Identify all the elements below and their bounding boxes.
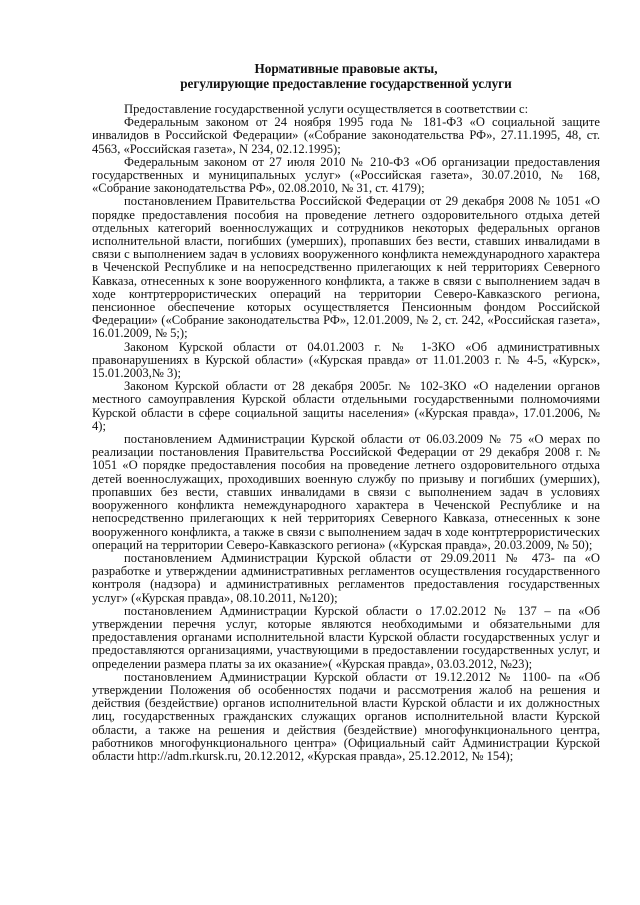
intro-paragraph: Предоставление государственной услуги осуществляется в соответствии с: xyxy=(124,102,529,116)
legal-act-item: постановлением Администрации Курской области о 17.02.2012 № 137 – па «Об утверждении перечня услуг, которые являются необходимыми и обязательными для предоставления органами исполнительной власти Курской области государственных услуг и предоставляются организациями, участвующими в предоставлении государственных услуг, и определении размера платы за их оказание»( «Курская правда», 03.03.2012, №23); xyxy=(92,603,600,671)
title-line-2: регулирующие предоставление государственной услуги xyxy=(180,75,512,91)
legal-act-item: Федеральным законом от 27 июля 2010 № 210-ФЗ «Об организации предоставления государственных и муниципальных услуг» («Российская газета», 30.07.2010, № 168, «Собрание законодательства РФ», 02.08.2010, № 31, ст. 4179); xyxy=(92,154,600,196)
legal-act-item: постановлением Администрации Курской области от 06.03.2009 № 75 «О мерах по реализации постановления Правительства Российской Федерации от 29 декабря 2008 г. № 1051 «О порядке предоставления пособия на проведение летнего оздоровительного отдыха детей военнослужащих, проходивших военную службу по призыву и погибших (умерших), пропавших без вести, ставших инвалидами в связи с выполнением задач в условиях вооруженного конфликта немеждународного характера в Чеченской Республике и на непосредственно прилегающих к ней территориях Северного Кавказа, отнесенных к зоне вооруженного конфликта, а также в связи с выполнением задач в ходе контртеррористических операций на территории Северо-Кавказского региона» («Курская правда», 20.03.2009, № 50); xyxy=(92,432,600,552)
document-title xyxy=(92,62,600,91)
legal-act-item: постановлением Администрации Курской области от 19.12.2012 № 1100- па «Об утверждении Положения об особенностях подачи и рассмотрения жалоб на решения и действия (бездействие) органов исполнительной власти Курской области и их должностных лиц, государственных гражданских служащих органов исполнительной власти Курской области, а также на решения и действия (бездействие) многофункционального центра, работников многофункционального центра» (Официальный сайт Администрации Курской области http://adm.rkursk.ru, 20.12.2012, «Курская правда», 25.12.2012, № 154); xyxy=(92,669,600,763)
legal-act-item: Законом Курской области от 04.01.2003 г. № 1-ЗКО «Об административных правонарушениях в Курской области» («Курская правда» от 11.01.2003 г. № 4-5, «Курск», 15.01.2003,№ 3); xyxy=(92,339,600,381)
legal-act-item: постановлением Администрации Курской области от 29.09.2011 № 473- па «О разработке и утверждении административных регламентов осуществления государственного контроля (надзора) и административных регламентов предоставления государственных услуг» («Курская правда», 08.10.2011, №120); xyxy=(92,550,600,605)
title-line-1: Нормативные правовые акты, xyxy=(254,61,438,76)
document-page xyxy=(92,62,600,763)
legal-act-item: постановлением Правительства Российской Федерации от 29 декабря 2008 № 1051 «О порядке предоставления пособия на проведение летнего оздоровительного отдыха детей отдельных категорий военнослужащих и сотрудников некоторых федеральных органов исполнительной власти, погибших (умерших), пропавших без вести, ставших инвалидами в связи с выполнением задач в условиях вооруженного конфликта немеждународного характера в Чеченской Республике и на непосредственно прилегающих к ней территориях Северного Кавказа, отнесенных к зоне вооруженного конфликта, а также в связи с выполнением задач в ходе контртеррористических операций на территории Северо-Кавказского региона, пенсионное обеспечение которых осуществляется Пенсионным фондом Российской Федерации» («Собрание законодательства РФ», 12.01.2009, № 2, ст. 242, «Российская газета», 16.01.2009, № 5;); xyxy=(92,194,600,341)
legal-acts-list xyxy=(92,116,600,763)
legal-act-item: Законом Курской области от 28 декабря 2005г. № 102-ЗКО «О наделении органов местного самоуправления Курской области отдельными государственными полномочиями Курской области в сфере социальной защиты населения» («Курская правда», 17.01.2006, № 4); xyxy=(92,379,600,433)
legal-act-item: Федеральным законом от 24 ноября 1995 года № 181-ФЗ «О социальной защите инвалидов в Российской Федерации» («Собрание законодательства РФ», 27.11.1995, 48, ст. 4563, «Российская газета», N 234, 02.12.1995); xyxy=(92,115,600,156)
